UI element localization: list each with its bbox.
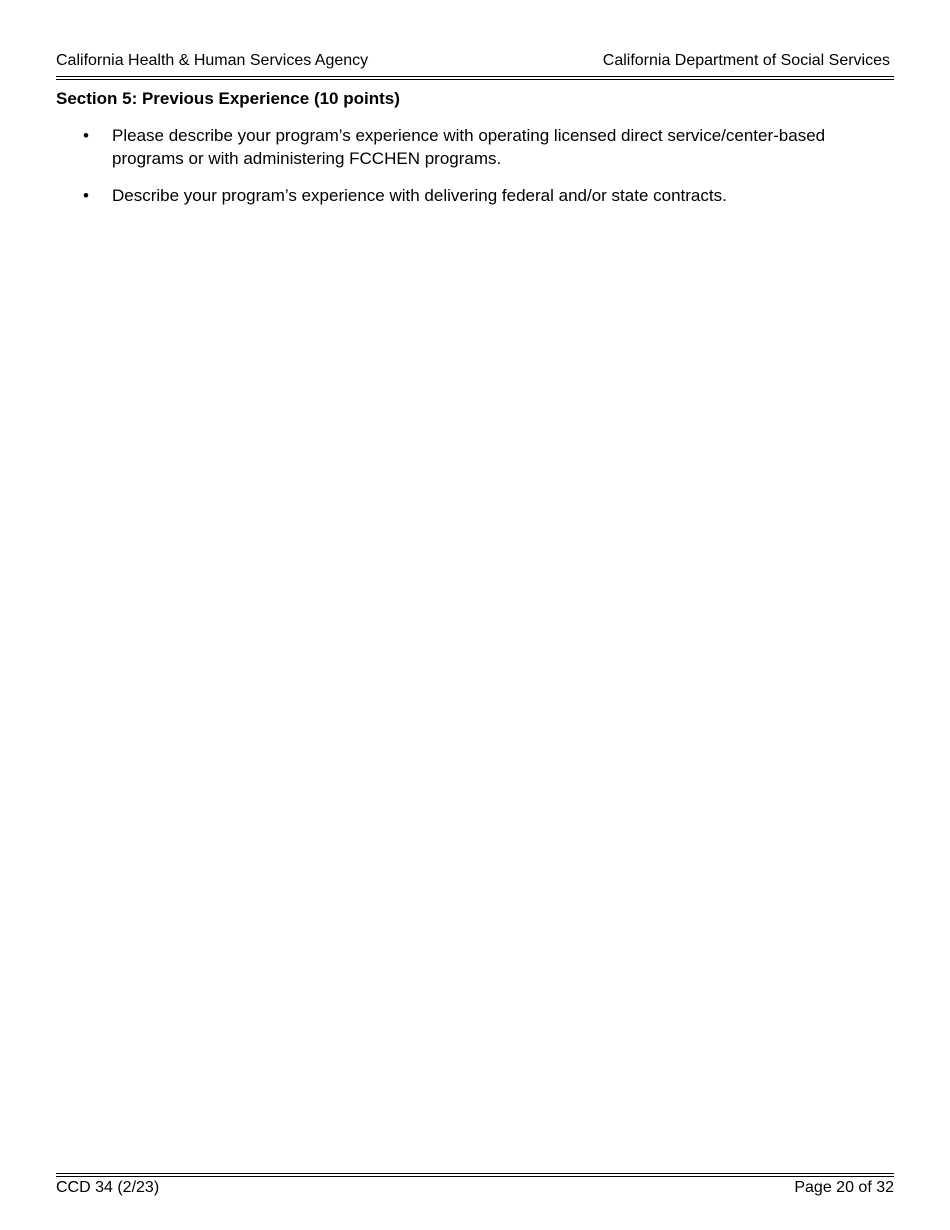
department-name: California Department of Social Services (602, 52, 890, 69)
page-header (56, 52, 894, 73)
header-divider (56, 76, 894, 80)
section-title: Section 5: Previous Experience (10 points) (56, 89, 400, 108)
list-item (56, 184, 896, 207)
bullet-text: Please describe your program’s experience with operating licensed direct service/center-based programs or with administering FCCHEN programs. (112, 126, 826, 168)
form-id: CCD 34 (2/23) (56, 1179, 160, 1196)
bullet-icon: • (83, 186, 89, 205)
list-item (56, 124, 896, 170)
bullet-icon: • (83, 126, 89, 145)
agency-name: California Health & Human Services Agency (56, 52, 369, 69)
bullet-text: Describe your program’s experience with delivering federal and/or state contracts. (112, 186, 727, 205)
bullet-list (56, 124, 896, 221)
page-number: Page 20 of 32 (794, 1179, 894, 1196)
page-footer (56, 1179, 894, 1200)
footer-divider (56, 1173, 894, 1177)
